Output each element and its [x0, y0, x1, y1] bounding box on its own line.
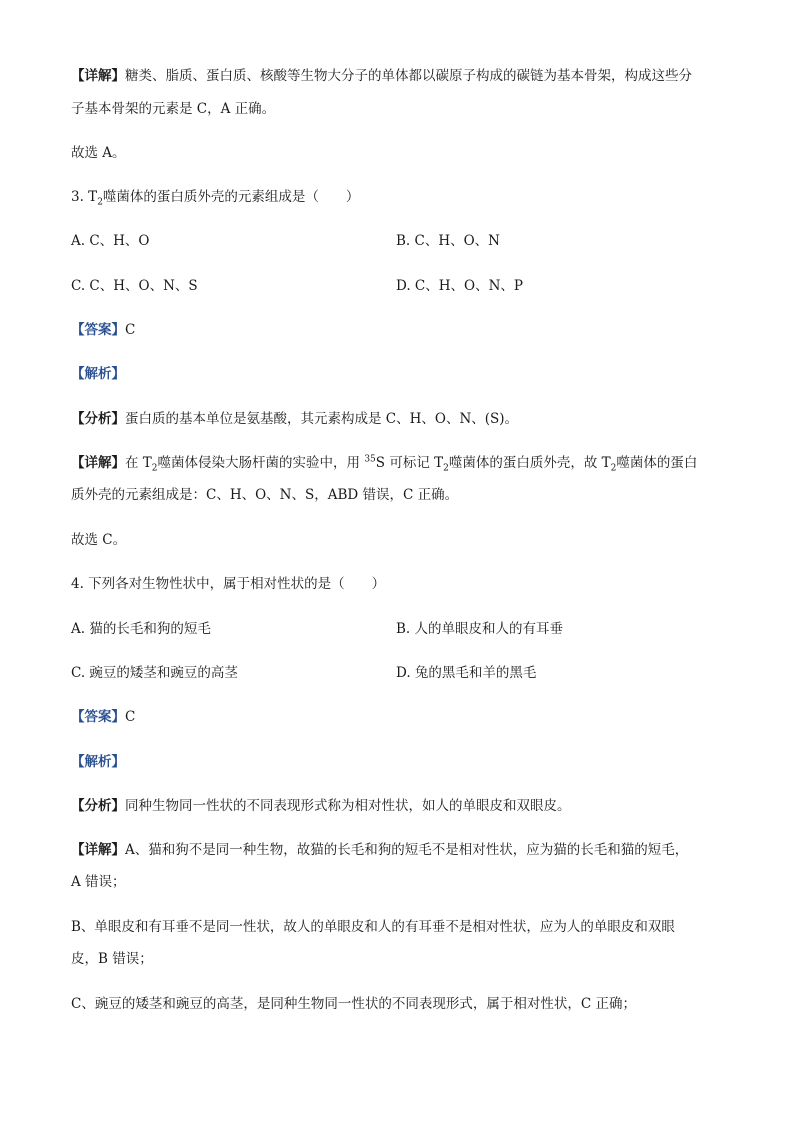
q4-detail-continuation: A 错误； [71, 874, 126, 890]
q3-detail [71, 453, 697, 473]
q3-option-b: B. C、H、O、N [396, 233, 500, 249]
q3-detail-sub: 2 [610, 463, 617, 474]
answer-value: C [125, 709, 136, 725]
q3-detail-part: S 可标记 T [375, 455, 444, 471]
question-3 [71, 187, 359, 207]
q3-detail-part: 在 T [125, 455, 152, 471]
q3-analysis [71, 409, 518, 429]
detail-paragraph-q2 [71, 66, 692, 86]
answer-value: C [125, 322, 136, 338]
q4-option-c: C. 豌豆的矮茎和豌豆的高茎 [71, 665, 238, 681]
detail-tag: 【详解】 [71, 842, 125, 858]
q4-analysis [71, 796, 571, 816]
q3-selection: 故选 C。 [71, 532, 127, 548]
q4-analysis-heading: 【解析】 [71, 754, 125, 770]
q3-detail-sub: 2 [443, 463, 449, 474]
q3-detail-sup: 35 [364, 454, 376, 465]
q4-option-a: A. 猫的长毛和狗的短毛 [71, 621, 211, 637]
detail-tag: 【详解】 [71, 68, 125, 84]
analysis-text: 同种生物同一性状的不同表现形式称为相对性状，如人的单眼皮和双眼皮。 [125, 798, 571, 814]
detail-tag: 【详解】 [71, 455, 125, 471]
q3-detail-part: 噬菌体的蛋白质外壳，故 T [448, 455, 611, 471]
q3-prefix: 3. T [71, 189, 98, 205]
question-4: 4. 下列各对生物性状中，属于相对性状的是（ ） [71, 576, 386, 592]
q3-detail-part: 噬菌体的蛋白 [616, 455, 698, 471]
q4-option-b: B. 人的单眼皮和人的有耳垂 [396, 621, 564, 637]
detail-text: A、猫和狗不是同一种生物，故猫的长毛和狗的短毛不是相对性状，应为猫的长毛和猫的短毛， [125, 842, 689, 858]
q3-answer [71, 320, 135, 340]
q4-answer [71, 707, 135, 727]
q3-subscript: 2 [97, 197, 103, 208]
q4-detail-b-continuation: 皮，B 错误； [71, 951, 153, 967]
q4-detail-c: C、豌豆的矮茎和豌豆的高茎，是同种生物同一性状的不同表现形式，属于相对性状，C 正确； [71, 996, 636, 1012]
q4-option-d: D. 兔的黑毛和羊的黑毛 [396, 665, 537, 681]
q3-analysis-heading: 【解析】 [71, 366, 125, 382]
answer-tag: 【答案】 [71, 322, 125, 338]
q3-detail-continuation: 质外壳的元素组成是：C、H、O、N、S，ABD 错误，C 正确。 [71, 487, 459, 503]
analysis-tag: 【分析】 [71, 798, 125, 814]
detail-continuation-q2: 子基本骨架的元素是 C，A 正确。 [71, 101, 276, 117]
q3-stem: 噬菌体的蛋白质外壳的元素组成是（ ） [102, 189, 360, 205]
q3-option-a: A. C、H、O [71, 233, 150, 249]
q4-detail-b: B、单眼皮和有耳垂不是同一性状，故人的单眼皮和人的有耳垂不是相对性状，应为人的单眼皮和双眼 [71, 919, 675, 935]
q3-option-d: D. C、H、O、N、P [396, 278, 523, 294]
q4-detail [71, 840, 688, 860]
q3-detail-part: 噬菌体侵染大肠杆菌的实验中，用 [157, 455, 365, 471]
answer-tag: 【答案】 [71, 709, 125, 725]
q3-option-c: C. C、H、O、N、S [71, 278, 198, 294]
analysis-tag: 【分析】 [71, 411, 125, 427]
q3-detail-sub: 2 [151, 463, 158, 474]
detail-text: 糖类、脂质、蛋白质、核酸等生物大分子的单体都以碳原子构成的碳链为基本骨架，构成这些分 [125, 68, 692, 84]
answer-selection-q2: 故选 A。 [71, 145, 126, 161]
analysis-text: 蛋白质的基本单位是氨基酸，其元素构成是 C、H、O、N、(S)。 [125, 411, 519, 427]
